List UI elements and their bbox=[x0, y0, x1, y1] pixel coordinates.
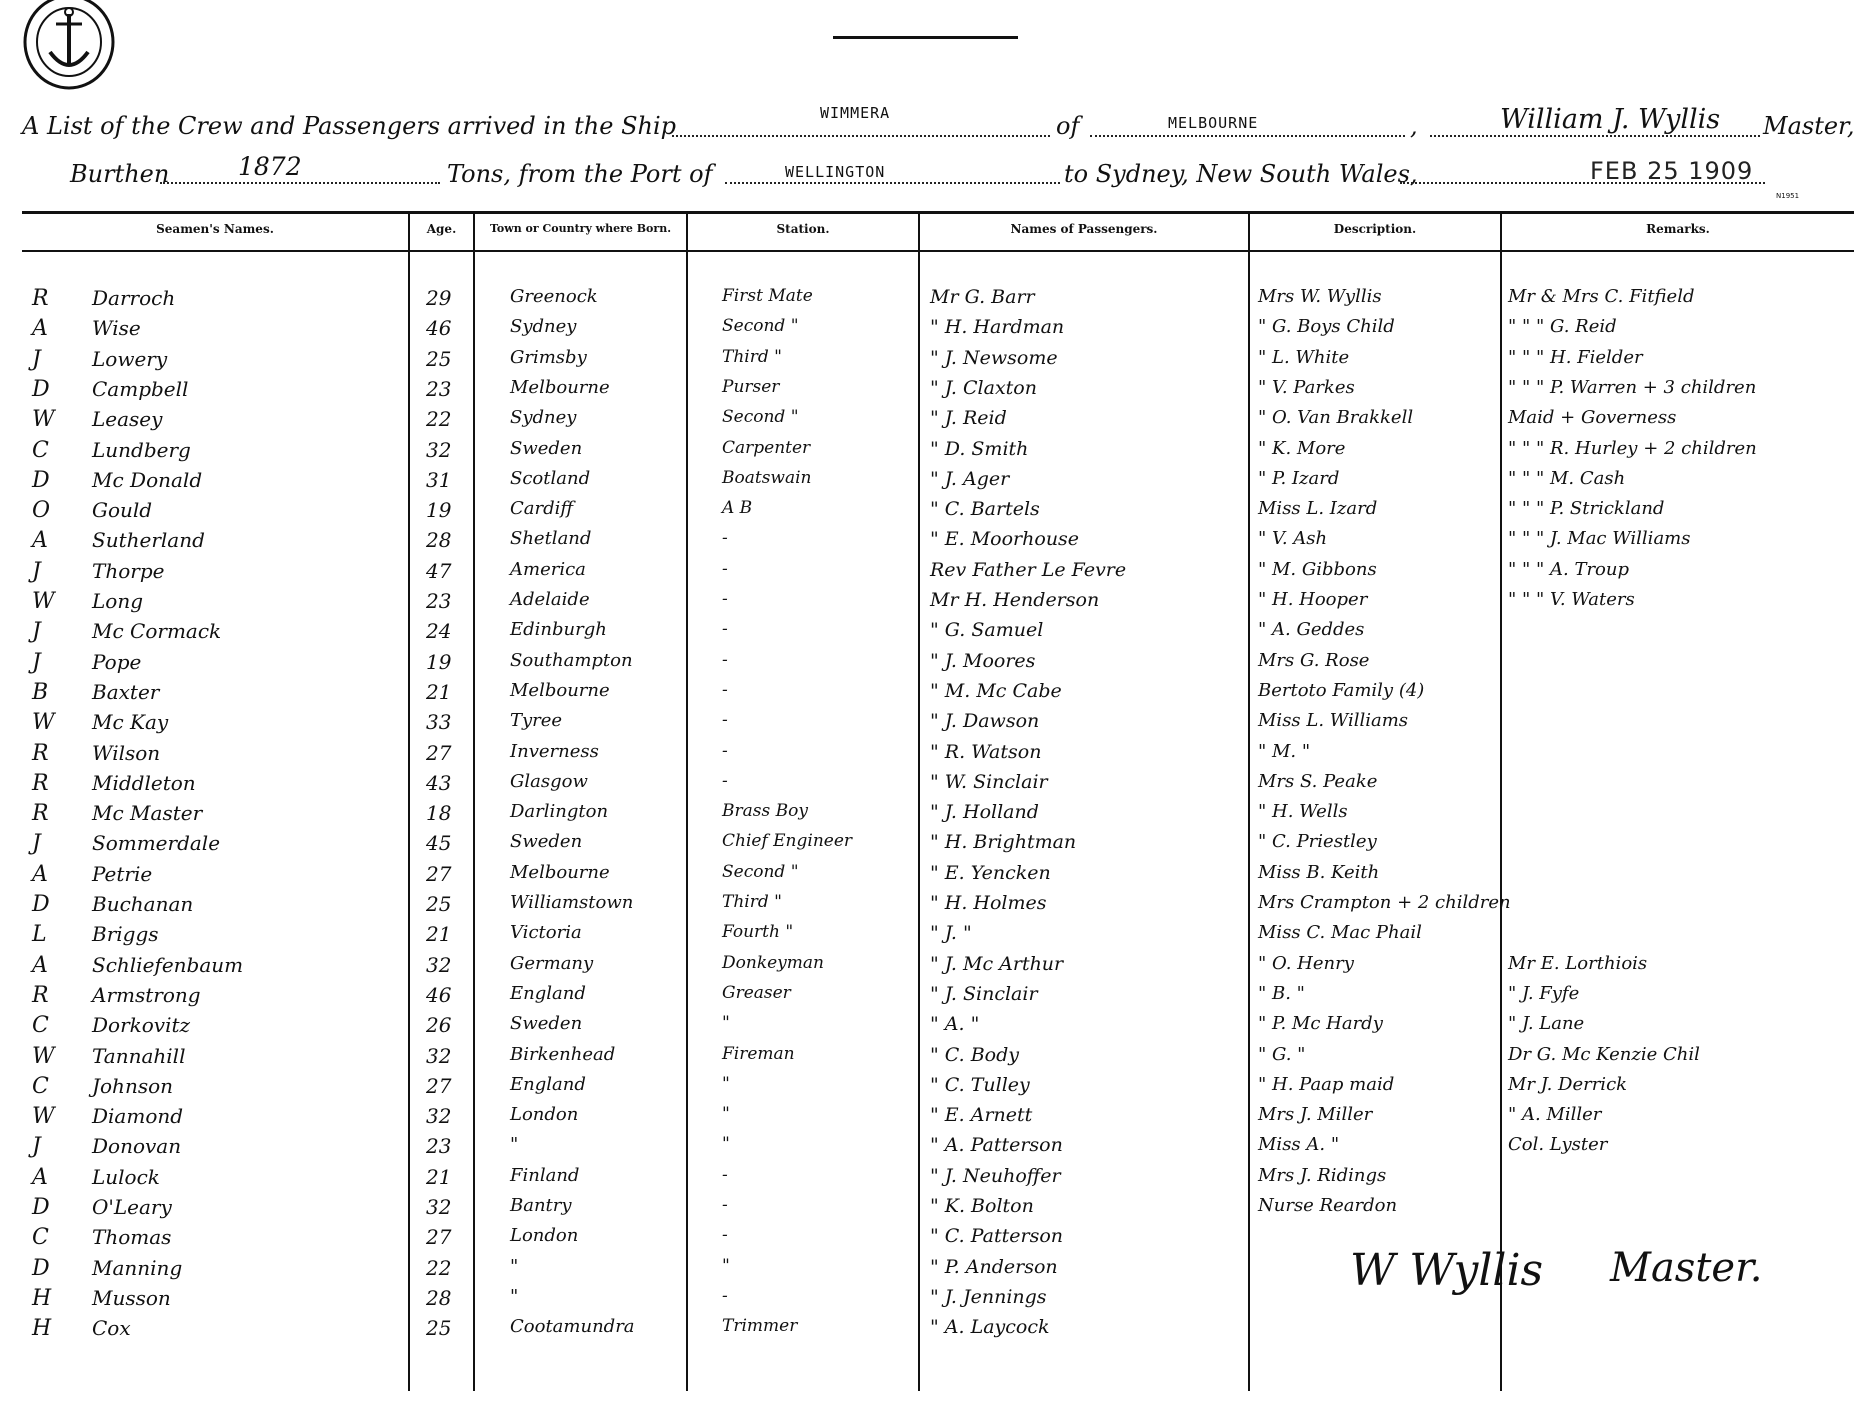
crew-station: Brass Boy bbox=[722, 801, 808, 821]
crew-age: 43 bbox=[426, 771, 452, 795]
crew-birthplace: London bbox=[510, 1104, 579, 1125]
col-seamen-names: Seamen's Names. bbox=[156, 222, 274, 236]
crew-initial: A bbox=[32, 528, 48, 553]
description-entry: Miss B. Keith bbox=[1258, 862, 1380, 883]
crew-age: 29 bbox=[426, 286, 452, 310]
crew-station: Trimmer bbox=[722, 1316, 798, 1336]
remarks-entry: " " " R. Hurley + 2 children bbox=[1508, 438, 1757, 459]
description-entry: " O. Van Brakkell bbox=[1258, 407, 1414, 428]
crew-birthplace: Edinburgh bbox=[510, 619, 607, 640]
crew-age: 19 bbox=[426, 650, 452, 674]
crew-initial: R bbox=[32, 771, 49, 796]
crew-age: 32 bbox=[426, 1195, 452, 1219]
crew-age: 46 bbox=[426, 983, 452, 1007]
crew-age: 26 bbox=[426, 1013, 452, 1037]
crew-initial: A bbox=[32, 1165, 48, 1190]
description-entry: " G. Boys Child bbox=[1258, 316, 1395, 337]
crew-age: 18 bbox=[426, 801, 452, 825]
master-label: Master, bbox=[1763, 112, 1855, 140]
crew-station: - bbox=[722, 619, 728, 639]
crew-surname: Lulock bbox=[92, 1165, 160, 1189]
crew-surname: Mc Kay bbox=[92, 710, 169, 734]
crew-birthplace: Grimsby bbox=[510, 347, 587, 368]
crew-birthplace: Cardiff bbox=[510, 498, 574, 519]
column-divider-6 bbox=[1500, 211, 1502, 1391]
crew-surname: Darroch bbox=[92, 286, 176, 310]
remarks-entry: " " " M. Cash bbox=[1508, 468, 1626, 489]
crew-initial: J bbox=[32, 650, 41, 675]
department-seal bbox=[22, 0, 117, 95]
crew-birthplace: Greenock bbox=[510, 286, 598, 307]
crew-initial: A bbox=[32, 862, 48, 887]
description-entry: Bertoto Family (4) bbox=[1258, 680, 1425, 701]
crew-initial: R bbox=[32, 741, 49, 766]
crew-surname: Schliefenbaum bbox=[92, 953, 244, 977]
crew-surname: Leasey bbox=[92, 407, 163, 431]
table-top-rule bbox=[22, 211, 1854, 214]
crew-station: - bbox=[722, 741, 728, 761]
crew-initial: C bbox=[32, 438, 49, 463]
crew-station: Fourth " bbox=[722, 922, 794, 942]
crew-surname: Dorkovitz bbox=[92, 1013, 191, 1037]
passenger-name: Mr H. Henderson bbox=[930, 589, 1100, 611]
crew-station: Fireman bbox=[722, 1044, 795, 1064]
crew-surname: Buchanan bbox=[92, 892, 194, 916]
crew-age: 33 bbox=[426, 710, 452, 734]
passenger-name: " H. Hardman bbox=[930, 316, 1065, 338]
crew-age: 25 bbox=[426, 347, 452, 371]
remarks-entry: " J. Fyfe bbox=[1508, 983, 1580, 1004]
crew-initial: J bbox=[32, 831, 41, 856]
crew-station: A B bbox=[722, 498, 753, 518]
destination-label: to Sydney, New South Wales, bbox=[1064, 160, 1418, 188]
crew-initial: O bbox=[32, 498, 51, 523]
table-header-rule bbox=[22, 250, 1854, 252]
crew-station: - bbox=[722, 589, 728, 609]
from-port: WELLINGTON bbox=[785, 163, 886, 181]
crew-initial: C bbox=[32, 1013, 49, 1038]
header-of-label: of bbox=[1056, 112, 1080, 140]
column-divider-5 bbox=[1248, 211, 1250, 1391]
crew-initial: W bbox=[32, 1104, 55, 1129]
crew-initial: W bbox=[32, 710, 55, 735]
crew-surname: Cox bbox=[92, 1316, 131, 1340]
crew-birthplace: America bbox=[510, 559, 586, 580]
remarks-entry: " " " V. Waters bbox=[1508, 589, 1635, 610]
crew-age: 21 bbox=[426, 922, 452, 946]
passenger-name: " D. Smith bbox=[930, 438, 1029, 460]
passenger-name: " J. Jennings bbox=[930, 1286, 1047, 1308]
form-number: N1951 bbox=[1776, 192, 1800, 200]
passenger-name: " W. Sinclair bbox=[930, 771, 1048, 793]
passenger-name: " E. Arnett bbox=[930, 1104, 1033, 1126]
crew-station: " bbox=[722, 1013, 730, 1033]
crew-station: " bbox=[722, 1256, 730, 1276]
crew-birthplace: Birkenhead bbox=[510, 1044, 616, 1065]
crew-initial: R bbox=[32, 801, 49, 826]
crew-station: Purser bbox=[722, 377, 780, 397]
remarks-entry: " A. Miller bbox=[1508, 1104, 1602, 1125]
crew-birthplace: Cootamundra bbox=[510, 1316, 635, 1337]
crew-age: 25 bbox=[426, 1316, 452, 1340]
crew-station: Carpenter bbox=[722, 438, 811, 458]
crew-birthplace: Inverness bbox=[510, 741, 599, 762]
crew-station: - bbox=[722, 1286, 728, 1306]
crew-station: Donkeyman bbox=[722, 953, 824, 973]
crew-initial: W bbox=[32, 407, 55, 432]
remarks-entry: Maid + Governess bbox=[1508, 407, 1677, 428]
crew-initial: H bbox=[32, 1316, 52, 1341]
column-divider-3 bbox=[686, 211, 688, 1391]
crew-station: - bbox=[722, 1225, 728, 1245]
crew-birthplace: Darlington bbox=[510, 801, 609, 822]
crew-station: - bbox=[722, 1195, 728, 1215]
crew-initial: H bbox=[32, 1286, 52, 1311]
crew-surname: Lundberg bbox=[92, 438, 191, 462]
col-remarks: Remarks. bbox=[1646, 222, 1710, 236]
crew-surname: Baxter bbox=[92, 680, 160, 704]
crew-station: - bbox=[722, 650, 728, 670]
crew-surname: Middleton bbox=[92, 771, 196, 795]
passenger-name: " E. Moorhouse bbox=[930, 528, 1080, 550]
col-born: Town or Country where Born. bbox=[489, 222, 672, 235]
crew-age: 27 bbox=[426, 1225, 452, 1249]
col-station: Station. bbox=[776, 222, 830, 236]
passenger-name: " J. Neuhoffer bbox=[930, 1165, 1061, 1187]
passenger-name: " J. Reid bbox=[930, 407, 1007, 429]
passenger-name: " A. Laycock bbox=[930, 1316, 1050, 1338]
crew-age: 21 bbox=[426, 1165, 452, 1189]
description-entry: " C. Priestley bbox=[1258, 831, 1377, 852]
col-description: Description. bbox=[1333, 222, 1417, 236]
crew-station: Second " bbox=[722, 862, 799, 882]
crew-surname: Johnson bbox=[92, 1074, 174, 1098]
port-of-registry: MELBOURNE bbox=[1168, 114, 1259, 132]
description-entry: " V. Ash bbox=[1258, 528, 1328, 549]
remarks-entry: Mr J. Derrick bbox=[1508, 1074, 1628, 1095]
crew-age: 28 bbox=[426, 528, 452, 552]
crew-age: 19 bbox=[426, 498, 452, 522]
crew-age: 32 bbox=[426, 1044, 452, 1068]
crew-birthplace: Sydney bbox=[510, 316, 577, 337]
description-entry: Miss L. Izard bbox=[1258, 498, 1378, 519]
crew-age: 24 bbox=[426, 619, 452, 643]
crew-surname: Mc Cormack bbox=[92, 619, 222, 643]
description-entry: Miss L. Williams bbox=[1258, 710, 1409, 731]
crew-initial: J bbox=[32, 559, 41, 584]
description-entry: Mrs Crampton + 2 children bbox=[1258, 892, 1511, 913]
crew-surname: Briggs bbox=[92, 922, 159, 946]
passenger-name: " A. Patterson bbox=[930, 1134, 1063, 1156]
crew-birthplace: Germany bbox=[510, 953, 594, 974]
crew-station: Boatswain bbox=[722, 468, 812, 488]
crew-surname: Lowery bbox=[92, 347, 168, 371]
crew-birthplace: Sweden bbox=[510, 1013, 583, 1034]
remarks-entry: " " " G. Reid bbox=[1508, 316, 1617, 337]
crew-birthplace: London bbox=[510, 1225, 579, 1246]
description-entry: " M. " bbox=[1258, 741, 1311, 762]
crew-age: 32 bbox=[426, 1104, 452, 1128]
crew-age: 45 bbox=[426, 831, 452, 855]
passenger-name: " J. Holland bbox=[930, 801, 1039, 823]
crew-age: 46 bbox=[426, 316, 452, 340]
top-rule bbox=[833, 36, 1018, 39]
description-entry: " K. More bbox=[1258, 438, 1346, 459]
description-entry: " L. White bbox=[1258, 347, 1350, 368]
crew-surname: Gould bbox=[92, 498, 153, 522]
crew-surname: Mc Donald bbox=[92, 468, 203, 492]
remarks-entry: Dr G. Mc Kenzie Chil bbox=[1508, 1044, 1700, 1065]
passenger-name: " R. Watson bbox=[930, 741, 1042, 763]
crew-birthplace: England bbox=[510, 983, 586, 1004]
crew-birthplace: Finland bbox=[510, 1165, 580, 1186]
crew-initial: J bbox=[32, 1134, 41, 1159]
crew-age: 28 bbox=[426, 1286, 452, 1310]
crew-age: 22 bbox=[426, 407, 452, 431]
master-dots bbox=[1430, 135, 1760, 137]
tons-dots bbox=[160, 182, 440, 184]
crew-birthplace: Bantry bbox=[510, 1195, 572, 1216]
crew-surname: Musson bbox=[92, 1286, 171, 1310]
crew-surname: Pope bbox=[92, 650, 142, 674]
description-entry: Mrs G. Rose bbox=[1258, 650, 1370, 671]
crew-age: 27 bbox=[426, 1074, 452, 1098]
description-entry: Mrs J. Ridings bbox=[1258, 1165, 1387, 1186]
passenger-name: " C. Body bbox=[930, 1044, 1020, 1066]
passenger-name: Rev Father Le Fevre bbox=[930, 559, 1127, 581]
crew-initial: J bbox=[32, 619, 41, 644]
crew-birthplace: Sweden bbox=[510, 438, 583, 459]
ship-name-dots bbox=[672, 135, 1050, 137]
description-entry: Miss C. Mac Phail bbox=[1258, 922, 1422, 943]
passenger-name: " C. Bartels bbox=[930, 498, 1040, 520]
passenger-name: " J. Ager bbox=[930, 468, 1010, 490]
remarks-entry: " J. Lane bbox=[1508, 1013, 1585, 1034]
crew-surname: Tannahill bbox=[92, 1044, 186, 1068]
passenger-name: " C. Patterson bbox=[930, 1225, 1063, 1247]
passenger-name: " H. Brightman bbox=[930, 831, 1077, 853]
passenger-name: Mr G. Barr bbox=[930, 286, 1035, 308]
crew-birthplace: Tyree bbox=[510, 710, 563, 731]
description-entry: Nurse Reardon bbox=[1258, 1195, 1398, 1216]
crew-station: - bbox=[722, 680, 728, 700]
crew-surname: O'Leary bbox=[92, 1195, 172, 1219]
crew-age: 47 bbox=[426, 559, 452, 583]
description-entry: " H. Paap maid bbox=[1258, 1074, 1395, 1095]
passenger-name: " E. Yencken bbox=[930, 862, 1051, 884]
description-entry: Mrs J. Miller bbox=[1258, 1104, 1373, 1125]
crew-initial: A bbox=[32, 316, 48, 341]
header-intro: A List of the Crew and Passengers arrived in the Ship bbox=[22, 112, 676, 140]
column-divider-2 bbox=[473, 211, 475, 1391]
crew-age: 32 bbox=[426, 953, 452, 977]
crew-birthplace: " bbox=[510, 1256, 519, 1277]
crew-station: - bbox=[722, 1165, 728, 1185]
passenger-name: " J. Mc Arthur bbox=[930, 953, 1064, 975]
passenger-name: " K. Bolton bbox=[930, 1195, 1034, 1217]
crew-initial: L bbox=[32, 922, 47, 947]
crew-station: Third " bbox=[722, 892, 782, 912]
crew-age: 23 bbox=[426, 1134, 452, 1158]
arrival-date-stamp: FEB 25 1909 bbox=[1590, 157, 1754, 185]
crew-age: 32 bbox=[426, 438, 452, 462]
crew-birthplace: Melbourne bbox=[510, 377, 610, 398]
crew-birthplace: Melbourne bbox=[510, 680, 610, 701]
passenger-name: " P. Anderson bbox=[930, 1256, 1058, 1278]
column-divider-4 bbox=[918, 211, 920, 1391]
crew-station: " bbox=[722, 1074, 730, 1094]
registry-dots bbox=[1090, 135, 1405, 137]
description-entry: " H. Hooper bbox=[1258, 589, 1368, 610]
passenger-name: " A. " bbox=[930, 1013, 980, 1035]
crew-initial: W bbox=[32, 589, 55, 614]
crew-age: 22 bbox=[426, 1256, 452, 1280]
crew-birthplace: Adelaide bbox=[510, 589, 590, 610]
crew-initial: D bbox=[32, 377, 50, 402]
description-entry: Mrs W. Wyllis bbox=[1258, 286, 1382, 307]
crew-surname: Diamond bbox=[92, 1104, 184, 1128]
from-port-label: Tons, from the Port of bbox=[447, 160, 713, 188]
crew-initial: B bbox=[32, 680, 49, 705]
crew-station: Second " bbox=[722, 316, 799, 336]
crew-station: Greaser bbox=[722, 983, 791, 1003]
description-entry: " A. Geddes bbox=[1258, 619, 1365, 640]
passenger-name: " G. Samuel bbox=[930, 619, 1044, 641]
passenger-name: " J. Moores bbox=[930, 650, 1036, 672]
description-entry: Miss A. " bbox=[1258, 1134, 1340, 1155]
crew-station: Third " bbox=[722, 347, 782, 367]
crew-initial: D bbox=[32, 892, 50, 917]
passenger-name: " M. Mc Cabe bbox=[930, 680, 1062, 702]
crew-surname: Manning bbox=[92, 1256, 183, 1280]
description-entry: " V. Parkes bbox=[1258, 377, 1355, 398]
passenger-name: " C. Tulley bbox=[930, 1074, 1030, 1096]
col-passengers: Names of Passengers. bbox=[1010, 222, 1158, 236]
crew-initial: A bbox=[32, 953, 48, 978]
remarks-entry: Col. Lyster bbox=[1508, 1134, 1608, 1155]
remarks-entry: Mr E. Lorthiois bbox=[1508, 953, 1648, 974]
remarks-entry: Mr & Mrs C. Fitfield bbox=[1508, 286, 1695, 307]
crew-birthplace: England bbox=[510, 1074, 586, 1095]
crew-age: 25 bbox=[426, 892, 452, 916]
remarks-entry: " " " J. Mac Williams bbox=[1508, 528, 1691, 549]
crew-birthplace: Scotland bbox=[510, 468, 591, 489]
ship-name: WIMMERA bbox=[820, 104, 891, 122]
from-port-dots bbox=[725, 182, 1060, 184]
crew-birthplace: " bbox=[510, 1134, 519, 1155]
description-entry: " P. Izard bbox=[1258, 468, 1340, 489]
remarks-entry: " " " P. Strickland bbox=[1508, 498, 1665, 519]
crew-birthplace: Victoria bbox=[510, 922, 582, 943]
description-entry: " M. Gibbons bbox=[1258, 559, 1377, 580]
master-name-handwritten: William J. Wyllis bbox=[1500, 104, 1721, 135]
col-age: Age. bbox=[426, 222, 457, 236]
crew-birthplace: Southampton bbox=[510, 650, 633, 671]
passenger-name: " J. Dawson bbox=[930, 710, 1040, 732]
crew-station: - bbox=[722, 710, 728, 730]
header-comma: , bbox=[1410, 112, 1418, 140]
crew-station: - bbox=[722, 559, 728, 579]
description-entry: " B. " bbox=[1258, 983, 1305, 1004]
crew-birthplace: Sydney bbox=[510, 407, 577, 428]
crew-station: " bbox=[722, 1134, 730, 1154]
crew-initial: R bbox=[32, 983, 49, 1008]
description-entry: " H. Wells bbox=[1258, 801, 1348, 822]
crew-station: - bbox=[722, 528, 728, 548]
master-signature: W Wyllis bbox=[1350, 1245, 1544, 1296]
crew-age: 31 bbox=[426, 468, 452, 492]
crew-station: " bbox=[722, 1104, 730, 1124]
crew-birthplace: Melbourne bbox=[510, 862, 610, 883]
passenger-name: " J. Sinclair bbox=[930, 983, 1038, 1005]
crew-surname: Mc Master bbox=[92, 801, 203, 825]
description-entry: " P. Mc Hardy bbox=[1258, 1013, 1383, 1034]
crew-surname: Donovan bbox=[92, 1134, 182, 1158]
crew-age: 23 bbox=[426, 589, 452, 613]
crew-surname: Wise bbox=[92, 316, 141, 340]
column-divider-1 bbox=[408, 211, 410, 1391]
description-entry: Mrs S. Peake bbox=[1258, 771, 1378, 792]
crew-initial: R bbox=[32, 286, 49, 311]
crew-surname: Wilson bbox=[92, 741, 161, 765]
crew-initial: C bbox=[32, 1074, 49, 1099]
crew-birthplace: Glasgow bbox=[510, 771, 588, 792]
crew-surname: Sutherland bbox=[92, 528, 205, 552]
remarks-entry: " " " H. Fielder bbox=[1508, 347, 1643, 368]
crew-initial: C bbox=[32, 1225, 49, 1250]
passenger-name: " J. Newsome bbox=[930, 347, 1058, 369]
description-entry: " G. " bbox=[1258, 1044, 1306, 1065]
crew-initial: D bbox=[32, 468, 50, 493]
crew-initial: D bbox=[32, 1195, 50, 1220]
passenger-name: " J. Claxton bbox=[930, 377, 1037, 399]
crew-initial: D bbox=[32, 1256, 50, 1281]
crew-surname: Thomas bbox=[92, 1225, 172, 1249]
crew-birthplace: Williamstown bbox=[510, 892, 634, 913]
crew-surname: Thorpe bbox=[92, 559, 165, 583]
crew-age: 21 bbox=[426, 680, 452, 704]
remarks-entry: " " " P. Warren + 3 children bbox=[1508, 377, 1757, 398]
crew-station: Chief Engineer bbox=[722, 831, 853, 851]
crew-surname: Sommerdale bbox=[92, 831, 221, 855]
crew-birthplace: Shetland bbox=[510, 528, 592, 549]
passenger-name: " H. Holmes bbox=[930, 892, 1047, 914]
crew-station: - bbox=[722, 771, 728, 791]
crew-station: Second " bbox=[722, 407, 799, 427]
crew-birthplace: Sweden bbox=[510, 831, 583, 852]
crew-surname: Petrie bbox=[92, 862, 153, 886]
master-signature-title: Master. bbox=[1610, 1245, 1763, 1291]
remarks-entry: " " " A. Troup bbox=[1508, 559, 1630, 580]
crew-initial: W bbox=[32, 1044, 55, 1069]
passenger-name: " J. " bbox=[930, 922, 972, 944]
crew-age: 23 bbox=[426, 377, 452, 401]
crew-birthplace: " bbox=[510, 1286, 519, 1307]
crew-age: 27 bbox=[426, 741, 452, 765]
crew-station: First Mate bbox=[722, 286, 813, 306]
crew-surname: Armstrong bbox=[92, 983, 201, 1007]
burthen-label: Burthen bbox=[70, 160, 170, 188]
description-entry: " O. Henry bbox=[1258, 953, 1354, 974]
crew-surname: Campbell bbox=[92, 377, 189, 401]
tons-value: 1872 bbox=[238, 152, 302, 181]
crew-age: 27 bbox=[426, 862, 452, 886]
crew-surname: Long bbox=[92, 589, 144, 613]
crew-initial: J bbox=[32, 347, 41, 372]
